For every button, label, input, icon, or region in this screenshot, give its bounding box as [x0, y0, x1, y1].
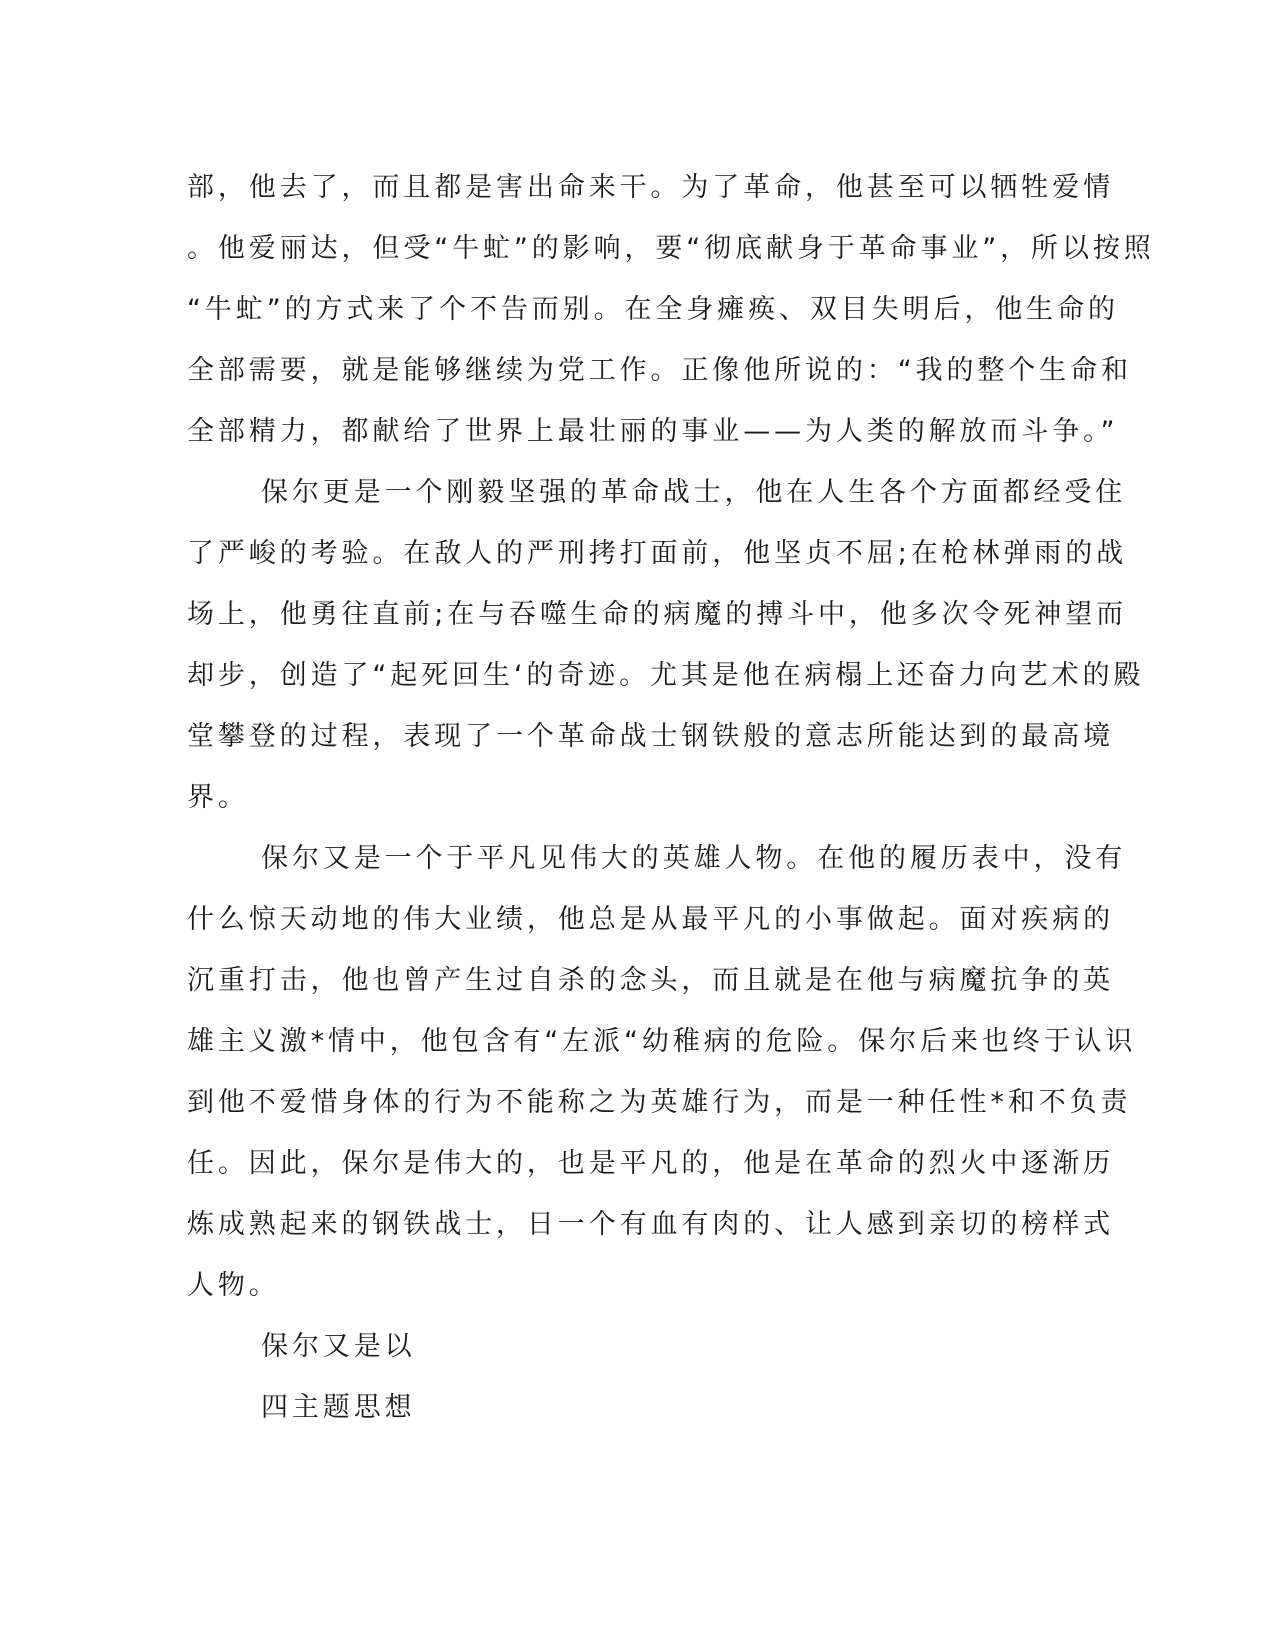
- paragraph-first-line: 保尔又是一个于平凡见伟大的英雄人物。在他的履历表中，没有: [261, 843, 1127, 874]
- body-text-line: 堂攀登的过程，表现了一个革命战士钢铁般的意志所能达到的最高境: [187, 721, 1114, 752]
- body-text-line: 了严峻的考验。在敌人的严刑拷打面前，他坚贞不屈;在枪林弹雨的战: [187, 538, 1127, 569]
- body-text-line: 炼成熟起来的钢铁战士，日一个有血有肉的、让人感到亲切的榜样式: [187, 1209, 1114, 1240]
- body-text-line: 任。因此，保尔是伟大的，也是平凡的，他是在革命的烈火中逐渐历: [187, 1148, 1114, 1179]
- body-text-line: 雄主义激*情中，他包含有“左派“幼稚病的危险。保尔后来也终于认识: [187, 1026, 1137, 1057]
- body-text-line: 到他不爱惜身体的行为不能称之为英雄行为，而是一种任性*和不负责: [187, 1087, 1132, 1118]
- body-text-line: “牛虻”的方式来了个不告而别。在全身瘫痪、双目失明后，他生命的: [187, 294, 1119, 325]
- body-text-line: 全部精力，都献给了世界上最壮丽的事业——为人类的解放而斗争。”: [187, 416, 1119, 447]
- body-text-line: 场上，他勇往直前;在与吞噬生命的病魔的搏斗中，他多次令死神望而: [187, 599, 1127, 630]
- body-text-line: 界。: [187, 782, 249, 813]
- paragraph-first-line: 保尔更是一个刚毅坚强的革命战士，他在人生各个方面都经受住: [261, 477, 1127, 508]
- body-text-line: 却步，创造了“起死回生‘的奇迹。尤其是他在病榻上还奋力向艺术的殿: [187, 660, 1145, 691]
- body-text-line: 什么惊天动地的伟大业绩，他总是从最平凡的小事做起。面对疾病的: [187, 904, 1114, 935]
- body-text-line: 沉重打击，他也曾产生过自杀的念头，而且就是在他与病魔抗争的英: [187, 965, 1114, 996]
- body-text-line: 全部需要，就是能够继续为党工作。正像他所说的：“我的整个生命和: [187, 355, 1132, 386]
- paragraph-first-line: 保尔又是以: [261, 1331, 416, 1362]
- body-text-line: 。他爱丽达，但受“牛虻”的影响，要“彻底献身于革命事业”，所以按照: [187, 233, 1155, 264]
- body-text-line: 部，他去了，而且都是害出命来干。为了革命，他甚至可以牺牲爱情: [187, 172, 1114, 203]
- body-text-line: 人物。: [187, 1270, 280, 1301]
- section-heading: 四主题思想: [261, 1392, 416, 1423]
